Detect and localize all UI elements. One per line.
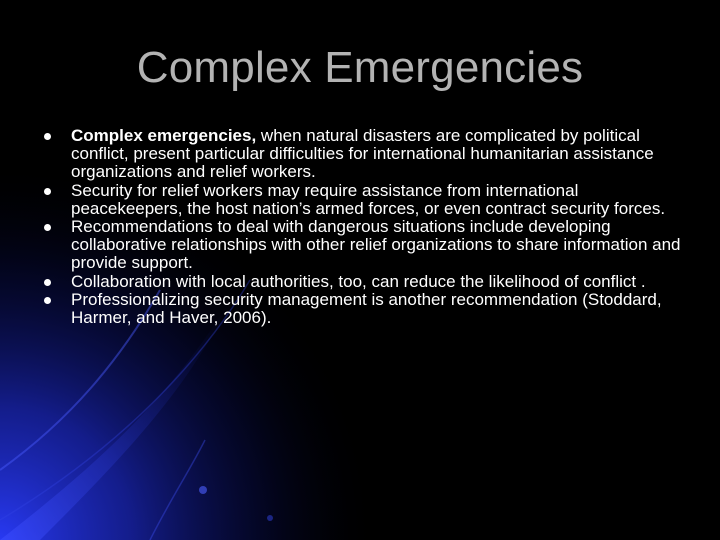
bullet-item bbox=[44, 127, 684, 182]
bullet-item bbox=[44, 218, 684, 273]
bullet-dot-icon bbox=[44, 279, 51, 286]
bullet-text: Professionalizing security management is another recommendation (Stoddard, Harmer, and Haver, 2006). bbox=[71, 289, 662, 328]
bullet-list bbox=[44, 127, 684, 327]
bullet-lead-term: Complex emergencies, bbox=[71, 126, 257, 145]
bullet-item bbox=[44, 182, 684, 218]
bullet-dot-icon bbox=[44, 297, 51, 304]
bullet-dot-icon bbox=[44, 133, 51, 140]
bullet-item bbox=[44, 273, 684, 291]
bullet-text: Security for relief workers may require assistance from international peacekeepers, the host nation’s armed forces, or even contract security forces. bbox=[71, 180, 666, 218]
bullet-dot-icon bbox=[44, 188, 51, 195]
slide-title: Complex Emergencies bbox=[136, 43, 584, 92]
bullet-text: Collaboration with local authorities, too, can reduce the likelihood of conflict . bbox=[71, 271, 646, 291]
bullet-item bbox=[44, 291, 684, 327]
bullet-dot-icon bbox=[44, 224, 51, 231]
bullet-text: when natural disasters are complicated by political conflict, present particular difficulties for international humanitarian assistance organizations and relief workers. bbox=[71, 126, 654, 182]
bullet-text: Recommendations to deal with dangerous situations include developing collaborative relationships with other relief organizations to share information and provide support. bbox=[71, 217, 681, 273]
